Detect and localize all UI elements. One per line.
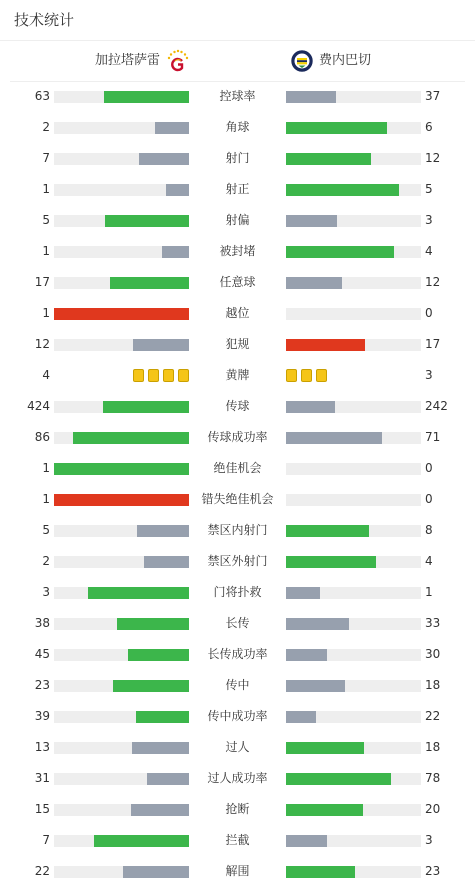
stat-label: 射正 [225,182,250,196]
yellow-card-icon [286,369,297,382]
home-stat-bar-fill [94,835,189,847]
home-stat-bar-fill [162,246,189,258]
away-stat-bar [286,773,421,785]
stat-label: 长传 [225,616,250,630]
away-stat-bar [286,463,421,475]
away-stat-value: 23 [425,864,441,878]
stat-row [0,206,475,237]
away-stat-value: 12 [425,275,441,289]
away-stat-value: 30 [425,647,441,661]
stat-row [0,361,475,392]
stat-row [0,702,475,733]
stat-row [0,299,475,330]
away-stat-bar-fill [286,649,327,661]
stat-row [0,237,475,268]
away-stat-value: 5 [425,182,433,196]
away-stat-bar-fill [286,339,365,351]
stat-label: 解围 [225,864,250,878]
home-team[interactable] [95,44,190,78]
stat-label: 门将扑救 [213,585,262,599]
home-stat-value: 45 [34,647,50,661]
away-stat-bar-fill [286,277,342,289]
away-stat-bar-fill [286,153,371,165]
home-stat-bar [54,711,189,723]
stat-row [0,392,475,423]
home-stat-value: 3 [42,585,50,599]
stat-row [0,516,475,547]
stat-row [0,330,475,361]
home-stat-value: 2 [42,554,50,568]
stat-row [0,144,475,175]
home-stat-bar [54,339,189,351]
away-stat-bar [286,680,421,692]
stat-label: 犯规 [225,337,250,351]
stat-row [0,826,475,857]
away-stat-value: 18 [425,740,441,754]
away-stat-bar [286,308,421,320]
stat-label: 角球 [225,120,250,134]
home-stat-bar [54,153,189,165]
away-stat-value: 3 [425,833,433,847]
home-stat-value: 86 [34,430,50,444]
home-stat-bar [54,618,189,630]
stat-label: 过人 [225,740,250,754]
home-stat-bar-fill [139,153,189,165]
away-stat-bar-fill [286,866,355,878]
home-stat-bar-fill [132,742,189,754]
yellow-card-icon [301,369,312,382]
away-stat-value: 78 [425,771,441,785]
away-stat-bar [286,215,421,227]
stats-list [0,82,475,888]
home-stat-value: 2 [42,120,50,134]
page-title: 技术统计 [14,11,75,29]
stat-row [0,795,475,826]
stat-row [0,82,475,113]
teams-header [0,44,475,78]
home-yellow-cards [133,369,189,382]
home-stat-value: 7 [42,833,50,847]
away-stat-value: 6 [425,120,433,134]
home-stat-value: 5 [42,213,50,227]
stat-row [0,485,475,516]
home-team-name: 加拉塔萨雷 [94,53,160,68]
away-stat-bar-fill [286,525,369,537]
away-stat-value: 12 [425,151,441,165]
galatasaray-crest-icon [166,49,190,73]
away-stat-bar-fill [286,835,327,847]
stat-label: 黄牌 [225,368,250,382]
yellow-card-icon [133,369,144,382]
stat-row [0,857,475,888]
away-stat-bar-fill [286,556,376,568]
away-stat-bar-fill [286,804,363,816]
away-stat-bar [286,587,421,599]
away-stat-bar [286,618,421,630]
home-stat-value: 31 [34,771,50,785]
stat-label: 传球成功率 [207,430,268,444]
home-stat-bar [54,215,189,227]
away-stat-value: 4 [425,244,433,258]
away-stat-value: 18 [425,678,441,692]
away-stat-bar [286,866,421,878]
away-stat-bar [286,649,421,661]
away-stat-bar [286,525,421,537]
stat-label: 射偏 [225,213,250,227]
home-stat-value: 22 [34,864,50,878]
home-stat-bar-fill [104,91,189,103]
away-stat-bar-fill [286,742,364,754]
away-stat-value: 22 [425,709,441,723]
home-stat-value: 1 [42,306,50,320]
away-stat-value: 242 [425,399,448,413]
home-stat-bar-fill [117,618,189,630]
away-stat-bar-fill [286,122,387,134]
stat-row [0,547,475,578]
home-stat-value: 1 [42,182,50,196]
away-stat-bar-fill [286,711,316,723]
stat-label: 绝佳机会 [213,461,262,475]
stat-label: 禁区内射门 [207,523,268,537]
home-stat-value: 1 [42,461,50,475]
home-stat-bar-fill [147,773,189,785]
home-stat-bar [54,835,189,847]
home-stat-bar [54,773,189,785]
away-stat-bar-fill [286,618,349,630]
stat-label: 传中 [225,678,250,692]
stat-row [0,640,475,671]
away-stat-bar-fill [286,401,335,413]
home-stat-value: 17 [34,275,50,289]
home-stat-bar-fill [144,556,189,568]
stat-label: 拦截 [225,833,250,847]
home-stat-bar-fill [88,587,189,599]
away-stat-bar [286,339,421,351]
home-stat-value: 1 [42,244,50,258]
away-stat-bar-fill [286,184,399,196]
away-team-name: 费内巴切 [319,53,372,68]
stat-label: 错失绝佳机会 [201,492,274,506]
home-stat-bar [54,804,189,816]
yellow-card-icon [178,369,189,382]
stat-label: 射门 [225,151,250,165]
home-stat-bar-fill [105,215,189,227]
away-stat-bar-fill [286,432,382,444]
away-stat-value: 1 [425,585,433,599]
home-stat-bar [54,308,189,320]
home-stat-bar [54,866,189,878]
away-stat-bar [286,432,421,444]
away-stat-bar [286,711,421,723]
away-stat-value: 3 [425,213,433,227]
stat-row [0,423,475,454]
home-stat-value: 38 [34,616,50,630]
home-stat-bar-fill [54,308,189,320]
home-stat-bar [54,680,189,692]
stat-label: 长传成功率 [207,647,268,661]
home-stat-value: 1 [42,492,50,506]
stat-label: 被封堵 [219,244,256,258]
away-stat-value: 71 [425,430,441,444]
stat-label: 控球率 [219,89,256,103]
away-stat-bar-fill [286,215,337,227]
fenerbahce-crest-icon [290,49,314,73]
stat-label: 传中成功率 [207,709,268,723]
away-stat-value: 20 [425,802,441,816]
home-stat-bar-fill [103,401,189,413]
away-stat-bar-fill [286,91,336,103]
home-stat-value: 12 [34,337,50,351]
home-stat-bar-fill [137,525,189,537]
away-stat-bar [286,494,421,506]
home-stat-bar [54,184,189,196]
home-stat-bar [54,587,189,599]
yellow-card-icon [316,369,327,382]
stat-row [0,733,475,764]
home-stat-value: 63 [34,89,50,103]
home-stat-bar-fill [54,463,189,475]
home-stat-bar [54,91,189,103]
yellow-card-icon [163,369,174,382]
away-stat-bar [286,835,421,847]
away-stat-bar [286,122,421,134]
home-stat-value: 7 [42,151,50,165]
home-stat-bar-fill [54,494,189,506]
away-stat-bar [286,246,421,258]
home-stat-bar-fill [136,711,189,723]
away-stat-value: 17 [425,337,441,351]
away-stat-bar [286,804,421,816]
home-stat-bar-fill [128,649,189,661]
home-stat-bar-fill [133,339,189,351]
home-stat-value: 15 [34,802,50,816]
away-stat-bar [286,742,421,754]
stat-label: 任意球 [219,275,256,289]
away-stat-bar-fill [286,773,391,785]
home-stat-bar [54,742,189,754]
stat-label: 过人成功率 [207,771,268,785]
home-stat-bar [54,401,189,413]
home-stat-bar [54,556,189,568]
home-stat-bar [54,494,189,506]
away-stat-value: 0 [425,492,433,506]
away-stat-value: 8 [425,523,433,537]
away-stat-value: 0 [425,461,433,475]
away-stat-bar [286,91,421,103]
home-stat-bar [54,277,189,289]
home-stat-bar [54,525,189,537]
stat-row [0,268,475,299]
home-stat-value: 4 [42,368,50,382]
stat-row [0,671,475,702]
stat-row [0,609,475,640]
stat-label: 传球 [225,399,250,413]
away-stat-value: 3 [425,368,433,382]
away-stat-bar [286,401,421,413]
home-stat-bar-fill [110,277,189,289]
away-stat-value: 33 [425,616,441,630]
home-stat-bar [54,463,189,475]
home-stat-value: 13 [34,740,50,754]
away-stat-bar [286,277,421,289]
away-stat-bar [286,153,421,165]
home-stat-bar-fill [166,184,189,196]
away-team[interactable] [290,44,371,78]
yellow-card-icon [148,369,159,382]
home-stat-value: 23 [34,678,50,692]
away-yellow-cards [286,369,327,382]
stat-row [0,764,475,795]
home-stat-bar-fill [113,680,189,692]
away-stat-bar-fill [286,680,345,692]
home-stat-bar-fill [123,866,189,878]
away-stat-value: 4 [425,554,433,568]
stat-row [0,578,475,609]
home-stat-bar-fill [155,122,189,134]
home-stat-value: 424 [27,399,50,413]
stat-label: 禁区外射门 [207,554,268,568]
home-stat-value: 39 [34,709,50,723]
stat-row [0,175,475,206]
away-stat-bar [286,184,421,196]
away-stat-bar-fill [286,587,320,599]
home-stat-value: 5 [42,523,50,537]
stat-row [0,454,475,485]
stat-label: 越位 [225,306,250,320]
away-stat-value: 37 [425,89,441,103]
away-stat-bar [286,556,421,568]
away-stat-value: 0 [425,306,433,320]
home-stat-bar [54,649,189,661]
home-stat-bar [54,122,189,134]
home-stat-bar-fill [131,804,189,816]
home-stat-bar-fill [73,432,189,444]
home-stat-bar [54,246,189,258]
stat-row [0,113,475,144]
home-stat-bar [54,432,189,444]
away-stat-bar-fill [286,246,394,258]
stat-label: 抢断 [225,802,250,816]
divider [0,40,475,41]
